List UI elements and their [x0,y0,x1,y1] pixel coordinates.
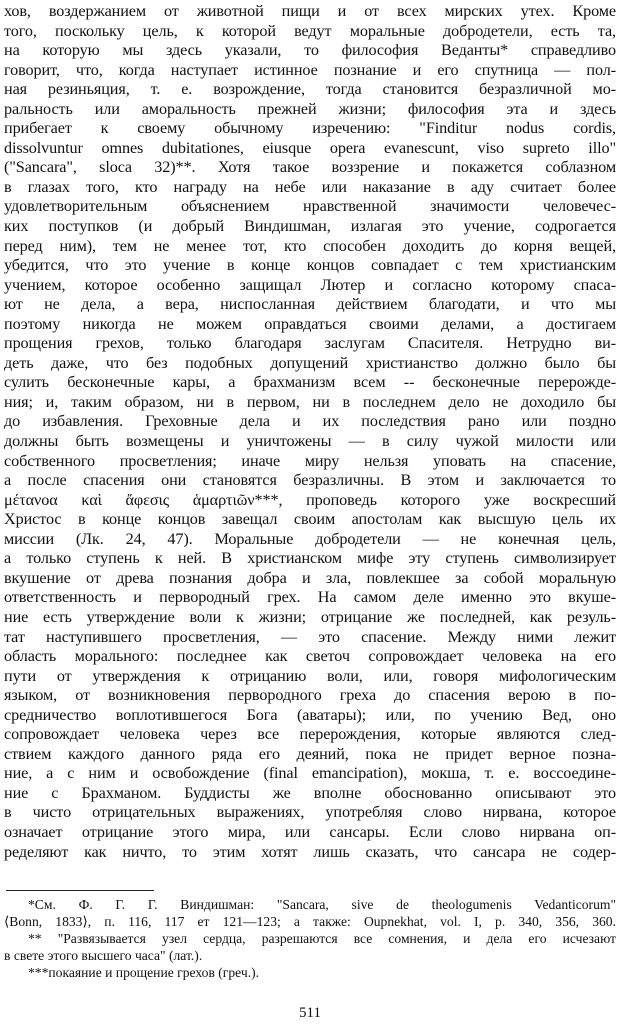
text-line: перед ним), тем не менее тот, кто способен доходить до корня вещей, [4,236,616,255]
text-line: ответственность и первородный грех. На самом деле именно это вкуше- [4,588,616,607]
text-line: dissolvuntur omnes dubitationes, eiusque opera evanescunt, viso supreto illo" [4,138,616,157]
footnote-line: *См. Ф. Г. Г. Виндишман: "Sancara, sive de theologumenis Vedanticorum" [28,897,616,912]
text-line: тат наступившего просветления, — это спасение. Между ними лежит [4,627,616,646]
text-line: ральность или аморальность прежней жизни; философия эта и здесь [4,99,616,118]
text-line: деть даже, что без подобных допущений христианство должно было бы [4,353,616,372]
text-line: хов, воздержанием от животной пищи и от всех мирских утех. Кроме [4,2,616,20]
text-line: средничество воплотившегося Бога (аватары); или, по учению Вед, оно [4,705,616,724]
text-line: а после спасения они становятся безразличны. В этом и заключается то [4,471,616,490]
text-line: пути от утверждения к отрицанию воли, или, говоря мифологическим [4,666,616,685]
text-line: в чисто отрицательных выражениях, употребляя слово нирвана, которое [4,803,616,822]
footnote-divider [6,890,154,891]
text-line: ния; и, таким образом, ни в первом, ни в последнем дело не доходило бы [4,392,616,411]
text-line: ние есть утверждение воли к жизни; отрицание же последней, как резуль- [4,607,616,626]
text-line: вкушение от древа познания добра и зла, повлекшее за собой моральную [4,568,616,587]
footnote-line: в свете этого высшего часа" (лат.). [4,948,203,963]
text-line: прибегает к своему обычному изречению: "Finditur nodus cordis, [4,119,616,138]
text-line: удовлетворительным объяснением нравственной значимости человечес- [4,197,616,216]
text-line: прощения грехов, только благодаря заслугам Спасителя. Нетрудно ви- [4,334,616,353]
text-line: ("Sancara", sloca 32)**. Хотя такое воззрение и покажется соблазном [4,158,616,177]
text-line: ют не дела, а вера, ниспосланная действием благодати, и что мы [4,295,616,314]
text-line: ная резиньяция, т. е. возрождение, тогда становится безразличной мо- [4,80,616,99]
book-page [4,2,616,1031]
text-line: говорит, что, когда наступает истинное познание и его спутница — пол- [4,60,616,79]
text-line: ние, а с ним и освобождение (final emancipation), мокша, т. е. воссоедине- [4,764,616,783]
footnote-line: ***покаяние и прощение грехов (греч.). [28,965,260,980]
footnote-line: ** "Развязывается узел сердца, разрешаются все сомнения, и дела его исчезают [28,931,616,946]
text-line: языком, от возникновения первородного греха до спасения верою в по- [4,686,616,705]
text-line: Христос в конце концов завещал своим апостолам как высшую цель их [4,510,616,529]
text-line: собственного просветления; иначе миру нельзя уповать на спасение, [4,451,616,470]
page-number: 511 [299,1005,321,1021]
main-text [4,2,616,882]
text-line: убедится, что это учение в конце концов совпадает с тем христианским [4,256,616,275]
text-line: до избавления. Греховные дела и их последствия рано или поздно [4,412,616,431]
text-line: означает отрицание этого мира, или сансары. Если слово нирвана оп- [4,822,616,841]
text-line: сулить бесконечные кары, а брахманизм всем -- бесконечные перерожде- [4,373,616,392]
footnote-line: ⟨Bonn, 1833⟩, п. 116, 117 ет 121—123; а также: Oupnekhat, vol. I, p. 340, 356, 360. [4,914,616,929]
text-line: а только ступень к ней. В христианском мифе эту ступень символизирует [4,549,616,568]
text-line: должны быть возмещены и уничтожены — в силу чужой милости или [4,432,616,451]
footnotes [4,896,616,981]
text-line: миссии (Лк. 24, 47). Моральные добродетели — не конечная цель, [4,529,616,548]
text-line: μέτανοα καὶ ἄφεσις ἁμαρτιῶν***, проповедь которого уже воскресший [4,490,616,509]
text-line: того, поскольку цель, к которой ведут моральные добродетели, есть та, [4,21,616,40]
text-line [4,862,616,882]
text-line: область морального: последнее как светоч сопровождает человека на его [4,647,616,666]
text-line: ких поступков (и добрый Виндишман, излагая это учение, содрогается [4,217,616,236]
text-line: ствием каждого данного ряда его деяний, пока не придет верное позна- [4,744,616,763]
text-line: ределяют как ничто, то этим хотят лишь сказать, что сансара не содер- [4,842,616,861]
text-line: сопровождает человека через все перерождения, которые являются след- [4,725,616,744]
text-line: учением, которое особенно защищал Лютер и согласно которому спаса- [4,275,616,294]
text-line: ние с Брахманом. Буддисты же вполне обоснованно описывают это [4,783,616,802]
text-line: поэтому никогда не можем оправдаться своими делами, а достигаем [4,314,616,333]
text-line: в глазах того, кто награду на небе или наказание в аду считает более [4,177,616,196]
text-line: на которую мы здесь указали, то философия Веданты* справедливо [4,41,616,60]
